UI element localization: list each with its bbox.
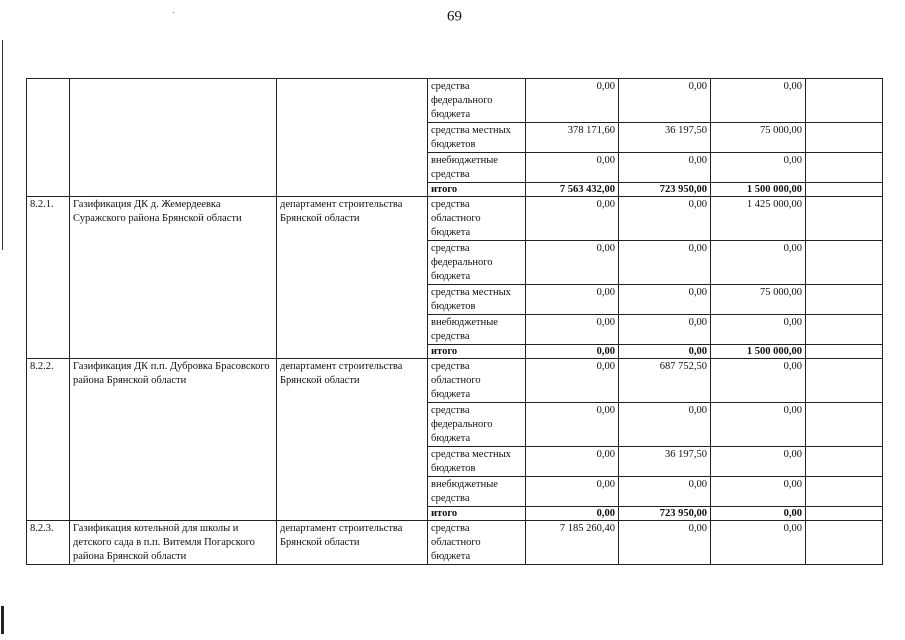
funding-source-line: средства областного бюджета (431, 199, 481, 238)
funding-source-cell (428, 477, 526, 507)
empty-cell (806, 403, 883, 447)
amount-cell: 0,00 (526, 153, 619, 183)
amount-cell: 0,00 (526, 285, 619, 315)
empty-cell (806, 197, 883, 241)
total-amount-cell: 0,00 (526, 507, 619, 521)
table-row (27, 79, 883, 123)
amount-cell: 0,00 (619, 285, 711, 315)
amount-cell: 0,00 (711, 315, 806, 345)
funding-source-cell (428, 285, 526, 315)
amount-cell: 0,00 (619, 315, 711, 345)
total-label-cell (428, 345, 526, 359)
amount-cell: 0,00 (619, 241, 711, 285)
total-amount-cell: 7 563 432,00 (526, 183, 619, 197)
funding-source-line: внебюджетные средства (431, 479, 498, 504)
amount-cell: 0,00 (526, 241, 619, 285)
amount-cell: 0,00 (619, 477, 711, 507)
funding-source-line: средства местных бюджетов (431, 287, 511, 312)
funding-source-cell (428, 403, 526, 447)
item-name-cell (70, 79, 277, 197)
total-amount-cell: 723 950,00 (619, 507, 711, 521)
funding-source-line: средства областного бюджета (431, 523, 481, 562)
empty-cell (806, 345, 883, 359)
amount-cell: 0,00 (526, 477, 619, 507)
total-amount-cell: 0,00 (619, 345, 711, 359)
total-amount-cell: 0,00 (526, 345, 619, 359)
amount-cell: 75 000,00 (711, 285, 806, 315)
item-number-cell: 8.2.1. (27, 197, 70, 359)
amount-cell: 378 171,60 (526, 123, 619, 153)
executor-cell: департамент строительства Брянской области (277, 359, 428, 521)
amount-cell: 7 185 260,40 (526, 521, 619, 565)
funding-source-line: средства федерального бюджета (431, 405, 493, 444)
executor-cell (277, 79, 428, 197)
amount-cell: 36 197,50 (619, 447, 711, 477)
funding-source-cell (428, 315, 526, 345)
amount-cell: 0,00 (526, 197, 619, 241)
margin-mark (1, 606, 4, 634)
amount-cell: 0,00 (619, 403, 711, 447)
table-row (27, 521, 883, 565)
amount-cell: 0,00 (711, 521, 806, 565)
amount-cell: 0,00 (526, 447, 619, 477)
amount-cell: 36 197,50 (619, 123, 711, 153)
empty-cell (806, 183, 883, 197)
total-amount-cell: 723 950,00 (619, 183, 711, 197)
item-number-cell (27, 79, 70, 197)
total-amount-cell: 1 500 000,00 (711, 345, 806, 359)
empty-cell (806, 477, 883, 507)
funding-source-cell (428, 241, 526, 285)
amount-cell: 1 425 000,00 (711, 197, 806, 241)
amount-cell: 0,00 (619, 153, 711, 183)
amount-cell: 0,00 (711, 403, 806, 447)
amount-cell: 0,00 (711, 359, 806, 403)
empty-cell (806, 359, 883, 403)
funding-source-cell (428, 153, 526, 183)
margin-line (2, 40, 3, 250)
item-name-cell: Газификация ДК д. Жемердеевка Суражского района Брянской области (70, 197, 277, 359)
amount-cell: 0,00 (711, 79, 806, 123)
item-number-cell: 8.2.3. (27, 521, 70, 565)
budget-table (26, 78, 883, 565)
empty-cell (806, 447, 883, 477)
amount-cell: 0,00 (526, 403, 619, 447)
amount-cell: 0,00 (711, 477, 806, 507)
item-name-cell: Газификация котельной для школы и детского сада в п.п. Витемля Погарского района Брянской области (70, 521, 277, 565)
funding-source-line: средства федерального бюджета (431, 243, 493, 282)
funding-source-cell (428, 123, 526, 153)
page-number: 69 (447, 7, 462, 23)
funding-source-cell (428, 359, 526, 403)
empty-cell (806, 153, 883, 183)
funding-source-cell (428, 447, 526, 477)
funding-source-cell (428, 521, 526, 565)
amount-cell: 0,00 (619, 197, 711, 241)
funding-source-line: средства местных бюджетов (431, 449, 511, 474)
executor-cell: департамент строительства Брянской области (277, 197, 428, 359)
funding-source-line: итого (431, 346, 458, 357)
scan-speck (173, 12, 174, 13)
empty-cell (806, 285, 883, 315)
funding-source-line: итого (431, 508, 458, 519)
amount-cell: 0,00 (526, 359, 619, 403)
amount-cell: 0,00 (619, 79, 711, 123)
empty-cell (806, 241, 883, 285)
total-label-cell: итого (428, 183, 526, 197)
item-name-cell: Газификация ДК п.п. Дубровка Брасовского района Брянской области (70, 359, 277, 521)
amount-cell: 0,00 (526, 315, 619, 345)
executor-cell: департамент строительства Брянской области (277, 521, 428, 565)
empty-cell (806, 315, 883, 345)
amount-cell: 0,00 (526, 79, 619, 123)
amount-cell: 0,00 (711, 241, 806, 285)
table-row (27, 197, 883, 241)
table-body (27, 79, 883, 565)
total-amount-cell: 0,00 (711, 507, 806, 521)
item-number-cell: 8.2.2. (27, 359, 70, 521)
total-label-cell (428, 507, 526, 521)
empty-cell (806, 79, 883, 123)
funding-source-line: средства федерального бюджета (431, 81, 493, 120)
funding-source-cell (428, 79, 526, 123)
amount-cell: 75 000,00 (711, 123, 806, 153)
total-amount-cell: 1 500 000,00 (711, 183, 806, 197)
empty-cell (806, 521, 883, 565)
funding-source-line: средства областного бюджета (431, 361, 481, 400)
funding-source-cell (428, 197, 526, 241)
amount-cell: 0,00 (711, 447, 806, 477)
funding-source-line: внебюджетные средства (431, 317, 498, 342)
empty-cell (806, 507, 883, 521)
amount-cell: 687 752,50 (619, 359, 711, 403)
empty-cell (806, 123, 883, 153)
amount-cell: 0,00 (619, 521, 711, 565)
amount-cell: 0,00 (711, 153, 806, 183)
table-row (27, 359, 883, 403)
funding-source-line: средства местных бюджетов (431, 125, 511, 150)
funding-source-line: внебюджетные средства (431, 155, 498, 180)
